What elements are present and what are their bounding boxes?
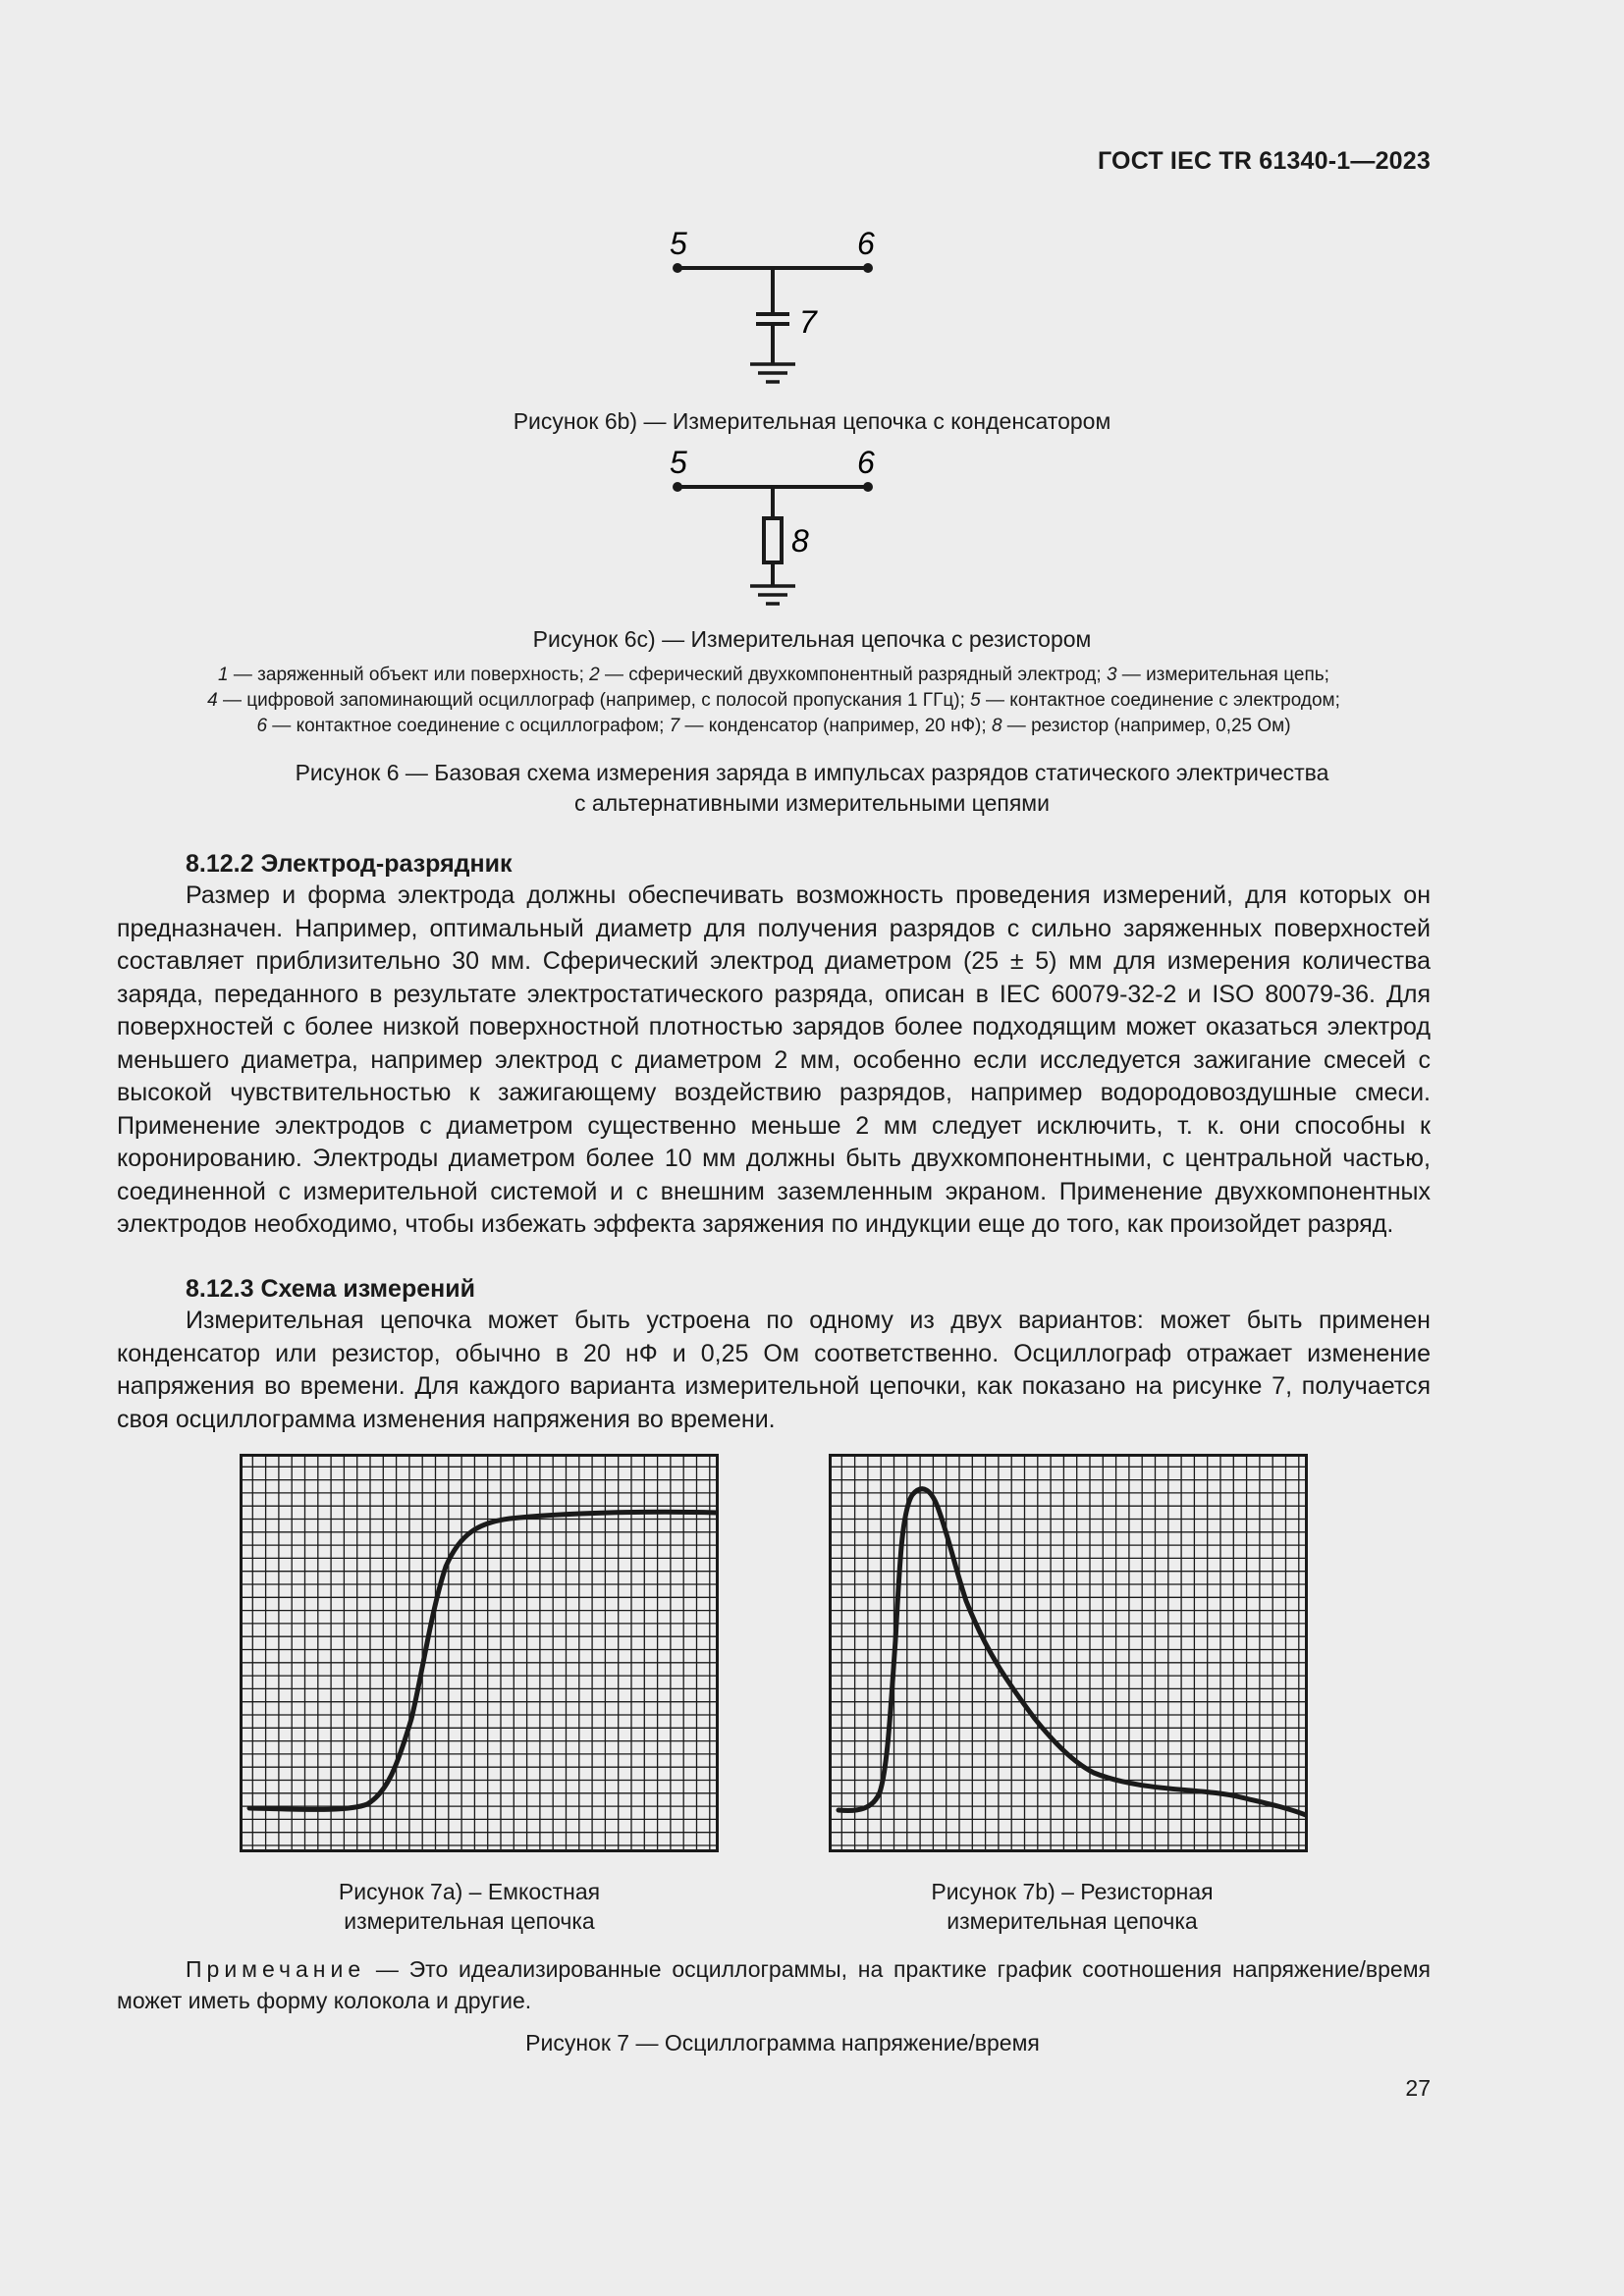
section-8-12-3-paragraph: Измерительная цепочка может быть устроена по одному из двух вариантов: может быть применен конденсатор или резистор, обычно в 20 нФ и 0,25 Ом соответственно. Осциллограф отражает изменение напряжения во времени. Для каждого варианта измерительной цепочки, как показано на рисунке 7, получается своя осциллограмма изменения напряжения во времени. <box>117 1307 1431 1433</box>
figure-6-caption-line: с альтернативными измерительными цепями <box>574 790 1050 816</box>
ground-symbol <box>750 364 795 382</box>
figure-7a-caption-line: измерительная цепочка <box>344 1908 595 1934</box>
legend-number: 2 <box>589 665 600 685</box>
oscilloscope-grid <box>829 1454 1308 1852</box>
legend-text: — контактное соединение с осциллографом; <box>267 716 670 736</box>
figure-7-caption: Рисунок 7 — Осциллограмма напряжение/время <box>525 2030 1040 2056</box>
legend-number: 8 <box>991 716 1002 736</box>
note-text: — Это идеализированные осциллограммы, на практике график соотношения напряжение/время может иметь форму колокола и другие. <box>117 1956 1431 2013</box>
legend-number: 4 <box>207 690 218 711</box>
page-number: 27 <box>1405 2075 1431 2101</box>
figure-7b-oscillogram <box>829 1454 1308 1852</box>
figure-6b-diagram <box>628 221 903 393</box>
component-label-7: 7 <box>799 304 817 340</box>
ground-symbol <box>750 586 795 604</box>
figure-6b-caption: Рисунок 6b) — Измерительная цепочка с конденсатором <box>513 408 1111 434</box>
figure-6-caption-line: Рисунок 6 — Базовая схема измерения заряда в импульсах разрядов статического электричества <box>295 760 1329 785</box>
terminal-dot <box>863 482 873 492</box>
node-label-6: 6 <box>857 445 875 480</box>
figure-6-legend <box>117 663 1431 739</box>
legend-number: 7 <box>669 716 680 736</box>
legend-text: — цифровой запоминающий осциллограф (например, с полосой пропускания 1 ГГц); <box>217 690 971 711</box>
legend-number: 6 <box>256 716 268 736</box>
terminal-dot <box>673 482 682 492</box>
grid-frame <box>242 1456 718 1851</box>
note-label: Примечание <box>186 1956 366 1982</box>
node-label-6: 6 <box>857 226 875 261</box>
component-label-8: 8 <box>791 523 809 559</box>
figure-6c-diagram <box>628 440 903 612</box>
legend-number: 3 <box>1106 665 1117 685</box>
section-heading-8-12-2: 8.12.2 Электрод-разрядник <box>186 850 513 878</box>
legend-number: 1 <box>218 665 229 685</box>
legend-text: — контактное соединение с электродом; <box>980 690 1340 711</box>
figure-7a-oscillogram <box>240 1454 719 1852</box>
legend-text: — конденсатор (например, 20 нФ); <box>679 716 992 736</box>
terminal-dot <box>863 263 873 273</box>
figure-7b-caption-line: измерительная цепочка <box>947 1908 1198 1934</box>
figure-7a-caption <box>273 1877 666 1936</box>
wire <box>677 487 868 585</box>
figure-7b-caption-line: Рисунок 7b) – Резисторная <box>931 1879 1214 1904</box>
legend-text: — заряженный объект или поверхность; <box>228 665 590 685</box>
node-label-5: 5 <box>670 226 687 261</box>
terminal-dot <box>673 263 682 273</box>
node-label-5: 5 <box>670 445 687 480</box>
document-code: ГОСТ IEC TR 61340-1—2023 <box>1098 147 1431 175</box>
figure-7b-caption <box>876 1877 1269 1936</box>
section-heading-8-12-3: 8.12.3 Схема измерений <box>186 1275 475 1303</box>
legend-text: — сферический двухкомпонентный разрядный электрод; <box>599 665 1107 685</box>
figure-7-note <box>117 1953 1431 2016</box>
legend-text: — измерительная цепь; <box>1116 665 1329 685</box>
figure-6-caption <box>0 758 1624 819</box>
legend-number: 5 <box>970 690 981 711</box>
resistor-symbol <box>764 518 782 562</box>
capacitor-symbol <box>756 314 789 324</box>
resistive-voltage-curve <box>839 1489 1306 1815</box>
figure-7a-caption-line: Рисунок 7a) – Емкостная <box>338 1879 601 1904</box>
capacitive-voltage-curve <box>249 1512 717 1809</box>
figure-6c-caption: Рисунок 6c) — Измерительная цепочка с резистором <box>532 626 1092 652</box>
legend-text: — резистор (например, 0,25 Ом) <box>1001 716 1291 736</box>
section-8-12-2-paragraph: Размер и форма электрода должны обеспечивать возможность проведения измерений, для которых он предназначен. Например, оптимальный диаметр для получения разрядов с сильно заряженных поверхностей составляет приблизительно 30 мм. Сферический электрод диаметром (25 ± 5) мм для измерения количества заряда, переданного в результате электростатического разряда, описан в IEC 60079-32-2 и ISO 80079-36. Для поверхностей с более низкой поверхностной плотностью зарядов более подходящим может оказаться электрод меньшего диаметра, например электрод с диаметром 2 мм, особенно если исследуется зажигание смесей с высокой чувствительностью к зажигающему воздействию разрядов, например водородовоздушные смеси. Применение электродов с диаметром существенно меньше 2 мм следует исключить, т. к. они способны к коронированию. Электроды диаметром более 10 мм должны быть двухкомпонентными, с центральной частью, соединенной с измерительной системой и с внешним заземленным экраном. Применение двухкомпонентных электродов необходимо, чтобы избежать эффекта заряжения по индукции еще до того, как произойдет разряд. <box>117 881 1431 1238</box>
grid-frame <box>831 1456 1307 1851</box>
